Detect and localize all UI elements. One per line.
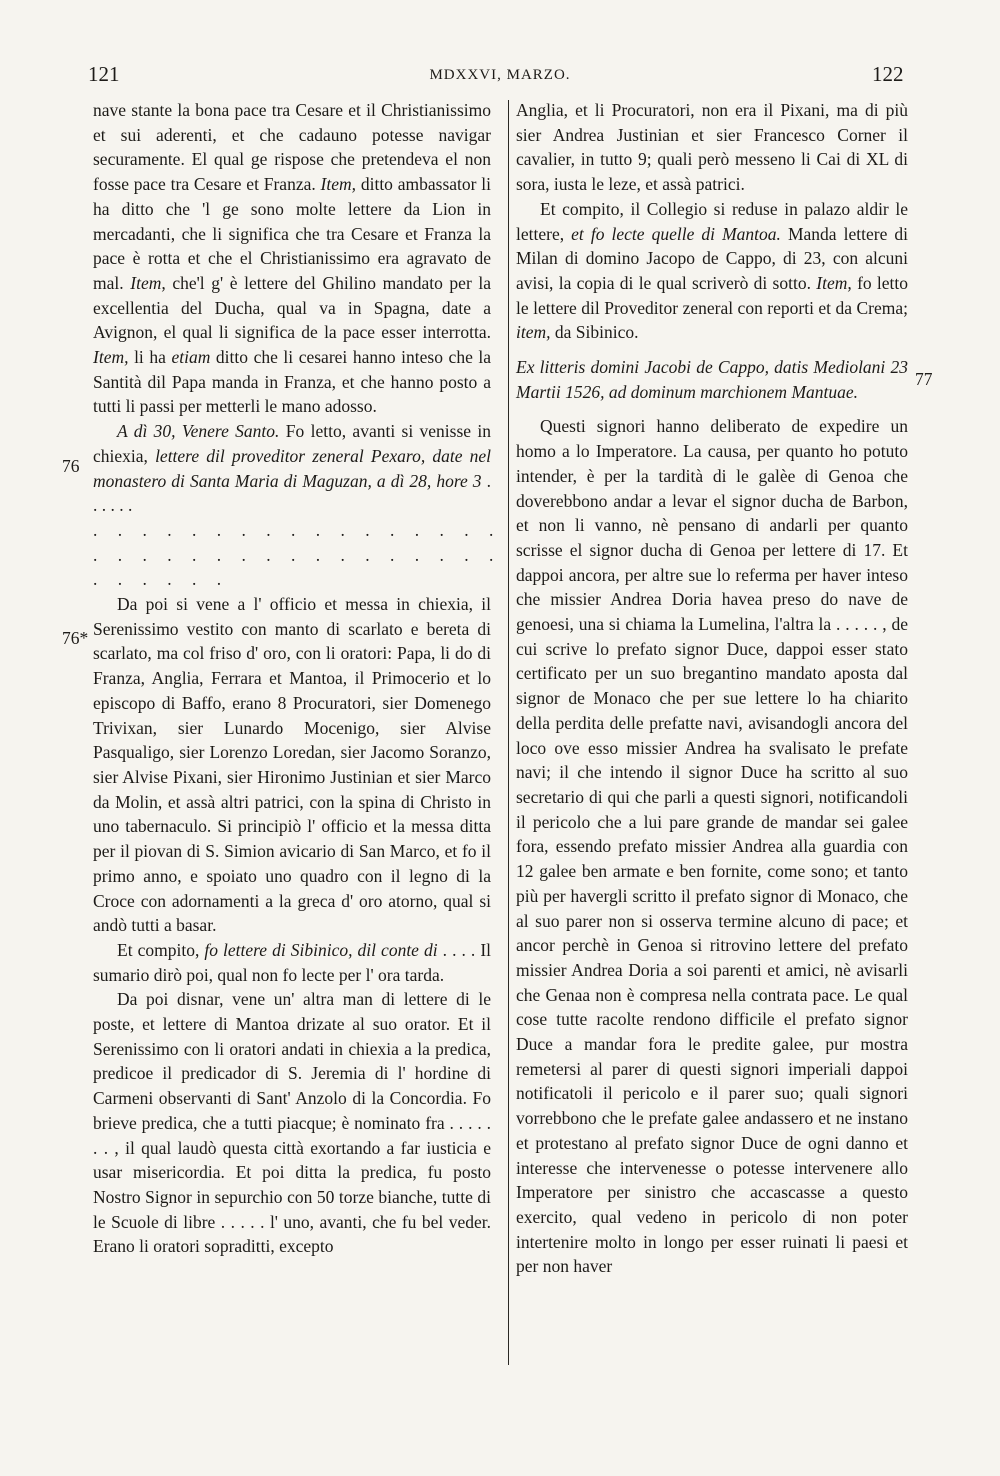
ellipsis-line-1: . . . . . . . . . . . . . . . . . <box>93 519 502 540</box>
column-divider <box>508 100 509 1365</box>
ellipsis-line-2: . . . . . . . . . . . . . . . . . <box>93 544 502 565</box>
ellipsis-line-3: . . . . . . <box>93 569 230 590</box>
left-paragraph-2: A dì 30, Venere Santo. Fo letto, avanti si venisse in chiexia, lettere dil proveditor zeneral Pexaro, date nel monastero di Santa Maria di Maguzan, a dì 28, hore 3 . . . . . . <box>93 421 492 516</box>
margin-number-77: 77 <box>915 369 933 389</box>
right-column <box>516 98 908 1279</box>
right-paragraph-1: Anglia, et li Procuratori, non era il Pixani, ma di più sier Andrea Justinian et sier Francesco Corner il cavalier, in tutto 9; quali però messeno li Cai di XL di sora, iusta le leze, et assà patrici. <box>516 100 908 195</box>
right-page-number: 122 <box>872 62 904 86</box>
right-paragraph-2: Et compito, il Collegio si reduse in palazo aldir le lettere, et fo lecte quelle di Mantoa. Manda lettere di Milan di domino Jacopo de Cappo, di 23, con alcuni avisi, la copia di le qual scriverò di sotto. Item, fo letto le lettere dil Proveditor zeneral con reporti et da Crema; item, da Sibinico. <box>516 198 909 343</box>
left-page-number: 121 <box>88 62 120 86</box>
left-paragraph-4: Et compito, fo lettere di Sibinico, dil conte di . . . . Il sumario dirò poi, qual non fo lecte per l' ora tarda. <box>93 939 492 985</box>
running-title: MDXXVI, MARZO. <box>429 67 571 83</box>
left-paragraph-1: nave stante la bona pace tra Cesare et il Christianissimo et sui aderenti, et che cadauno potesse navigar securamente. El qual ge rispose che pretendeva el non fosse pace tra Cesare et Franza. Item, ditto ambassator li ha ditto che 'l ge sono molte lettere da Lion in mercadanti, che li significa che tra Cesare et Franza la pace è rotta et che el Christianissimo era agravato de mal. Item, che'l g' è lettere del Ghilino mandato per la excellentia del Ducha, qual va in Spagna, date a Avignon, el qual li significa de la pace esser interrotta. Item, li ha etiam ditto che li cesarei hanno inteso che la Santità dil Papa manda in Franza, et che hanno posto a tutti li passi per metterli le mano adosso. <box>93 100 492 417</box>
left-paragraph-3: Da poi si vene a l' officio et messa in chiexia, il Serenissimo vestito con manto di scarlato e bereta di scarlato, ma col friso d' oro, con li oratori: Papa, li do di Franza, Anglia, Ferrara et Mantoa, il Primocerio et lo episcopo di Baffo, erano 8 Procuratori, sier Domenego Trivixan, sier Lunardo Mocenigo, sier Alvise Pasqualigo, sier Lorenzo Loredan, sier Jacomo Soranzo, sier Alvise Pixani, sier Hironimo Justinian et sier Marco da Molin, et assà altri patrici, con la spina di Christo in uno tabernaculo. Si principiò l' officio et la messa ditta per il piovan di S. Simion avicario di San Marco, et fo il primo anno, e spoiato uno quadro con il legno di la Croce con adornamenti a la greca d' oro atorno, qual si andò tutti a basar. <box>93 594 491 936</box>
right-paragraph-4: Questi signori hanno deliberato de expedire un homo a lo Imperatore. La causa, per quanto ho potuto intender, è per la tardità di le galèe di Genoa che doverebbono andar a levar el signor ducha de Barbon, et non li vanno, nè pensano di andarli per quanto scrisse el signor ducha di Genoa per lettere di 17. Et dappoi ancora, per altre sue lo referma per haver inteso che missier Andrea Doria havea preso do nave de genoesi, una si chiama la Lumelina, l'altra la . . . . . , de cui scrive lo prefato signor Duce, dappoi esser stato certificato per un suo bregantino mandato aposta dal signor de Monaco che per sue lettere lo ha chiarito della perdita delle prefatte navi, avisandogli ancora del loco ove esso missier Andrea ha svalisato le prefate navi; il che intendo il signor Duce ha scritto al suo secretario di qui che parli a questi signori, notificandoli il pericolo che a lui pare grande de mandar sei galee fora, essendo prefato missier Andrea alla guardia con 12 galee ben armate e ben fornite, come sono; et tanto più per havergli scritto il prefato signor di Monaco, che al suo parer non si osserva termine alcuno di pace; et ancor perchè in Genoa si ritrovino lettere del prefato missier Andrea Doria a soi parenti et amici, nè avisarli che Genaa non è compresa nella contrata pace. Le qual cose tutte racolte rendono difficile el prefato signor Duce a mandar fora le predite galee, pur mostra remetersi al parer di questi signori imperiali dappoi notificatoli il pericolo e il parer suo; quali signori vorrebbono che le prefate galee andassero et ne instano et protestano al prefato signor Duce de ogni danno et interesse che intervenesse o potesse intervenere allo Imperatore per sinistro che accascasse a questo exercito, qual vedeno in pericolo di non poter intertenire molto in longo per esser ruinati li paesi et per non haver <box>516 416 908 1277</box>
letter-heading: Ex litteris domini Jacobi de Cappo, datis Mediolani 23 Martii 1526, ad dominum marchionem Mantuae. <box>516 357 908 402</box>
margin-number-76: 76 <box>62 456 80 476</box>
margin-number-76-star: 76* <box>62 628 89 648</box>
left-paragraph-5: Da poi disnar, vene un' altra man di lettere di le poste, et lettere di Mantoa drizate al suo orator. Et il Serenissimo con li oratori andati in chiexia a la predica, predicoe il predicador di S. Jeremia di l' hordine di Carmeni observanti di Sant' Anzolo di la Concordia. Fo brieve predica, che a tutti piacque; è nominato fra . . . . . . . , il qual laudò questa città exortando a far iusticia e usar misericordia. Et poi ditta la predica, fu posto Nostro Signor in sepurchio con 50 torze bianche, tutte di le Scuole di libre . . . . . l' uno, avanti, che fu bel veder. Erano li oratori sopraditti, excepto <box>93 989 491 1257</box>
left-column <box>93 98 502 1259</box>
